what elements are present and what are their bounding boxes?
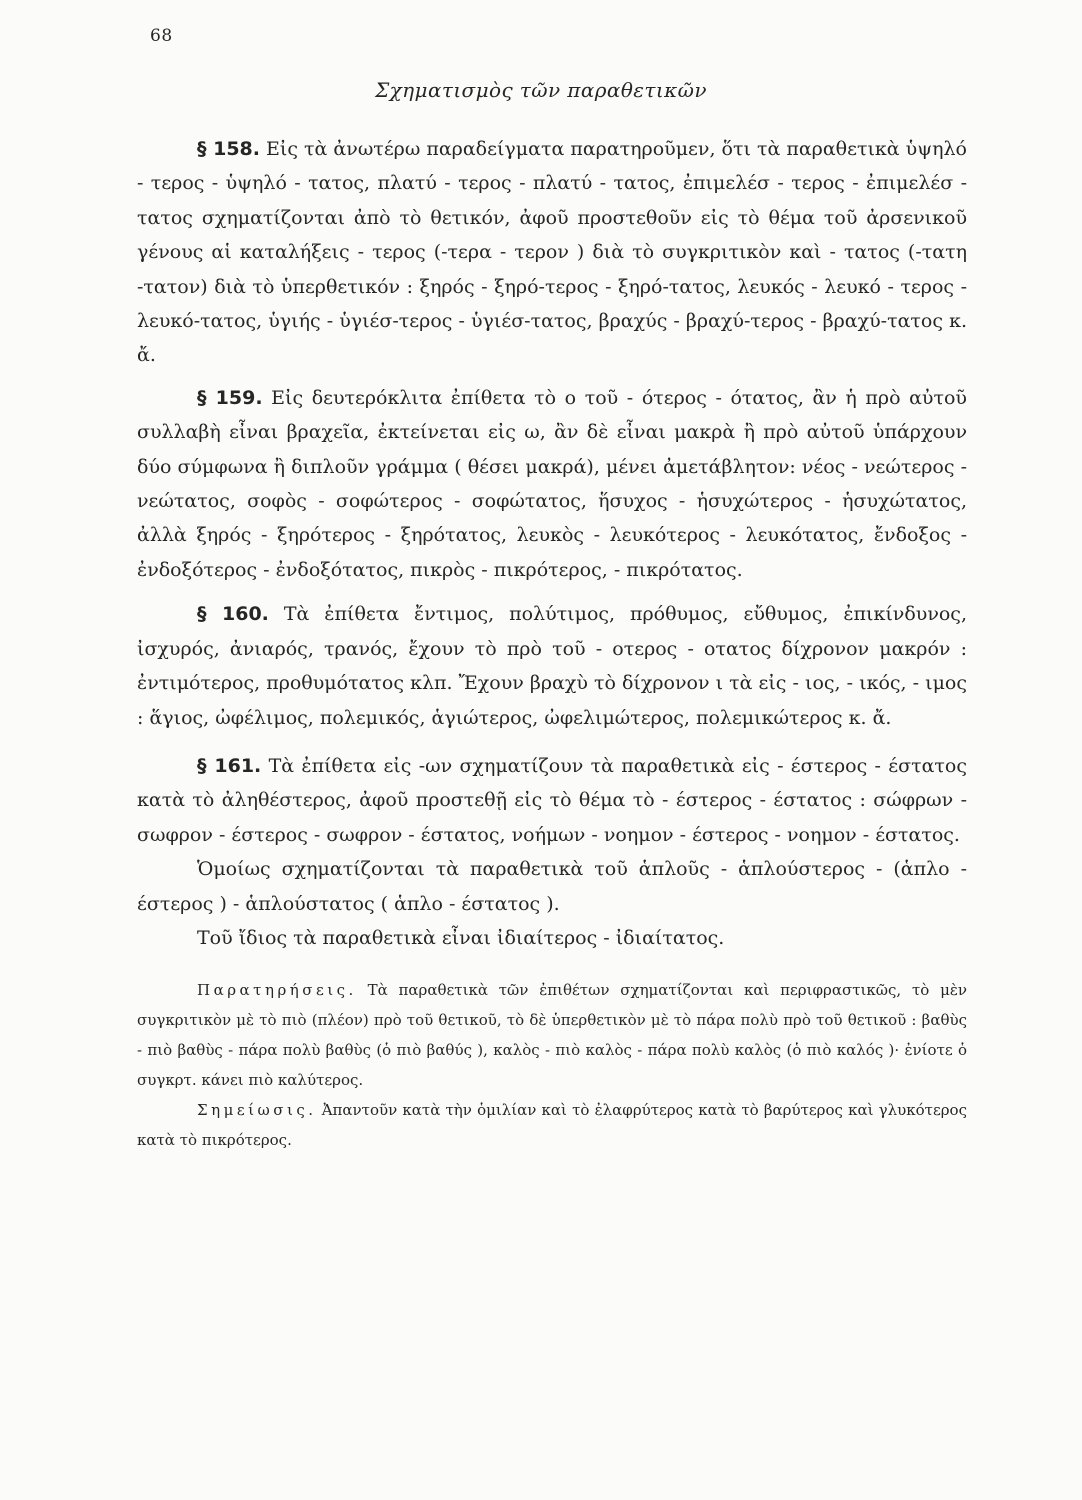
section-text: Τὰ ἐπίθετα εἰς -ων σχηματίζουν τὰ παραθετικὰ εἰς - έστερος - έστατος κατὰ τὸ ἀληθέστερος, ἀφοῦ προστεθῇ εἰς τὸ θέμα τὸ - έστερος - έστατος : σώφρων - σωφρον - έστερος - σωφρον - έστατος, νοήμων - νοημον - έστερος - νοημον - έστατος. [137,754,967,846]
section-160 [137,597,967,735]
page-body [137,132,967,1155]
section-label: § 161. [197,754,262,777]
section-label: § 158. [197,138,260,160]
section-161 [137,749,967,852]
section-158 [137,132,967,373]
section-label: § 159. [197,386,263,409]
continuation-paragraph: Τοῦ ἴδιος τὰ παραθετικὰ εἶναι ἰδιαίτερος - ἰδιαίτατος. [197,926,725,949]
note-text: Τὰ παραθετικὰ τῶν ἐπιθέτων σχηματίζονται καὶ περιφραστικῶς, τὸ μὲν συγκριτικὸν μὲ τὸ πιὸ (πλέον) πρὸ τοῦ θετικοῦ, τὸ δὲ ὑπερθετικὸν μὲ τὸ πάρα πολὺ πρὸ τοῦ θετικοῦ : βαθὺς - πιὸ βαθὺς - πάρα πολὺ βαθὺς (ὁ πιὸ βαθύς ), καλὸς - πιὸ καλὸς - πάρα πολὺ καλὸς (ὁ πιὸ καλός )· ἐνίοτε ὁ συγκρτ. κάνει πιὸ καλύτερος. [137,981,967,1090]
section-159 [137,381,967,587]
continuation-paragraph: Ὁμοίως σχηματίζονται τὰ παραθετικὰ τοῦ ἁπλοῦς - ἁπλούστερος - (ἁπλο - έστερος ) - ἁπλούστατος ( ἁπλο - έστατος ). [137,858,967,915]
section-text: Εἰς δευτερόκλιτα ἐπίθετα τὸ ο τοῦ - ότερος - ότατος, ἂν ἡ πρὸ αὐτοῦ συλλαβὴ εἶναι βραχεῖα, ἐκτείνεται εἰς ω, ἂν δὲ εἶναι μακρὰ ἢ πρὸ αὐτοῦ ὑπάρχουν δύο σύμφωνα ἢ διπλοῦν γράμμα ( θέσει μακρά), μένει ἀμετάβλητον: νέος - νεώτερος - νεώτατος, σοφὸς - σοφώτερος - σοφώτατος, ἥσυχος - ἡσυχώτερος - ἡσυχώτατος, ἀλλὰ ξηρός - ξηρότερος - ξηρότατος, λευκὸς - λευκότερος - λευκότατος, ἔνδοξος - ἐνδοξότερος - ἐνδοξότατος, πικρὸς - πικρότερος, - πικρότατος. [137,386,967,581]
note-comment [137,1095,967,1155]
note-label: Παρατηρήσεις. [197,981,357,1000]
page-title: Σχηματισμὸς τῶν παραθετικῶν [375,78,707,102]
section-text: Τὰ ἐπίθετα ἔντιμος, πολύτιμος, πρόθυμος, εὔθυμος, ἐπικίνδυνος, ἰσχυρός, ἀνιαρός, τρανός, ἔχουν τὸ πρὸ τοῦ - οτερος - οτατος δίχρονον μακρόν : ἐντιμότερος, προθυμότατος κλπ. Ἔχουν βραχὺ τὸ δίχρονον ι τὰ εἰς - ιος, - ικός, - ιμος : ἅγιος, ὠφέλιμος, πολεμικός, ἁγιώτερος, ὠφελιμώτερος, πολεμικώτερος κ. ἄ. [137,603,967,729]
note-text: Ἀπαντοῦν κατὰ τὴν ὁμιλίαν καὶ τὸ ἐλαφρύτερος κατὰ τὸ βαρύτερος καὶ γλυκότερος κατὰ τὸ πικρότερος. [137,1101,967,1150]
page-number: 68 [150,26,173,46]
section-label: § 160. [197,603,269,626]
note-label: Σημείωσις. [197,1101,317,1120]
note-remarks [137,975,967,1095]
notes [137,975,967,1155]
section-text: Εἰς τὰ ἀνωτέρω παραδείγματα παρατηροῦμεν, ὅτι τὰ παραθετικὰ ὑψηλό - τερος - ὑψηλό - τατος, πλατύ - τερος - πλατύ - τατος, ἐπιμελέσ - τερος - ἐπιμελέσ - τατος σχηματίζονται ἀπὸ τὸ θετικόν, ἀφοῦ προστεθοῦν εἰς τὸ θέμα τοῦ ἀρσενικοῦ γένους αἱ καταλήξεις - τερος (-τερα - τερον ) διὰ τὸ συγκριτικὸν καὶ - τατος (-τατη -τατον) διὰ τὸ ὑπερθετικόν : ξηρός - ξηρό-τερος - ξηρό-τατος, λευκός - λευκό - τερος - λευκό-τατος, ὑγιής - ὑγιέσ-τερος - ὑγιέσ-τατος, βραχύς - βραχύ-τερος - βραχύ-τατος κ. ἄ. [137,138,967,367]
